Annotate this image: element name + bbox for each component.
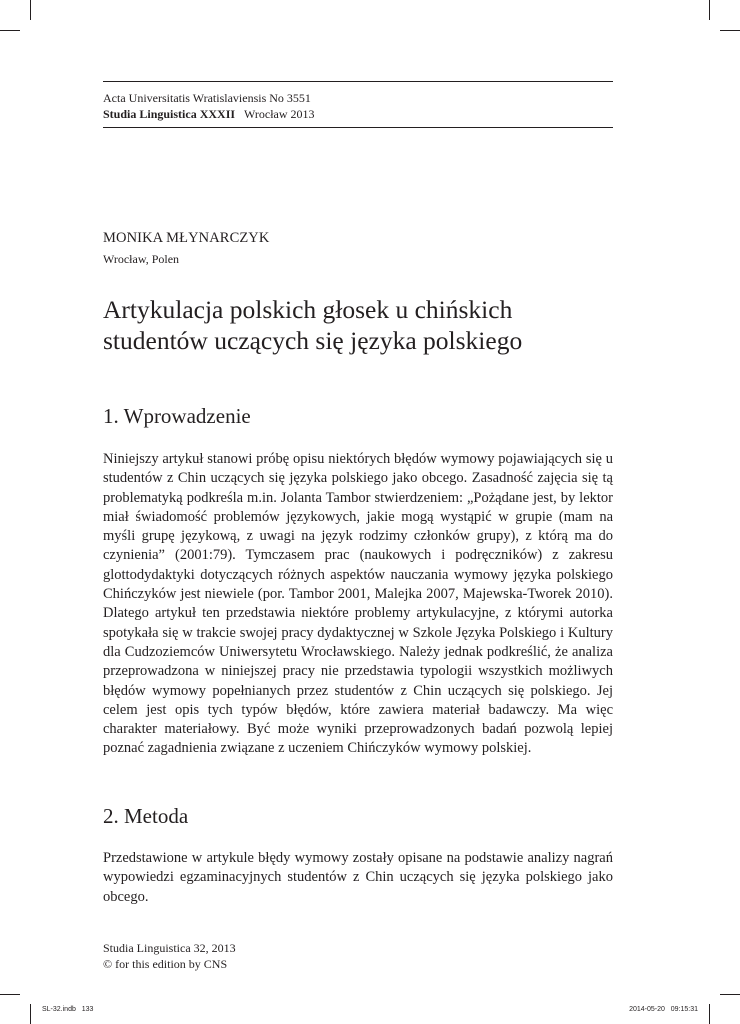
crop-mark-bottom-right-vertical [709,1004,710,1024]
footer-line2: © for this edition by CNS [103,957,228,971]
author-block [103,228,269,267]
crop-mark-bottom-left-vertical [30,1004,31,1024]
journal-line2 [103,106,315,122]
header-rule-top [103,81,613,82]
footer-copyright [103,940,236,972]
article-title-line1: Artykulacja polskich głosek u chińskich [103,295,513,324]
section-heading: 2. Metoda [103,804,189,828]
crop-mark-top-right-horizontal [720,30,740,31]
article-title-line2: studentów uczących się języka polskiego [103,326,523,355]
journal-place-year: Wrocław 2013 [244,107,315,121]
article-title [103,294,613,356]
crop-mark-top-left-vertical [30,0,31,20]
print-slug-right: 2014-05-20 09:15:31 [629,1006,698,1013]
print-slug-left: SL-32.indb 133 [42,1006,94,1013]
footer-line1: Studia Linguistica 32, 2013 [103,941,236,955]
section-paragraph: Przedstawione w artykule błędy wymowy zostały opisane na podstawie analizy nagrań wypowiedzi egzaminacyjnych studentów z Chin uczących się języka polskiego jako obcego. [103,850,613,905]
crop-mark-top-left-horizontal [0,30,20,31]
author-affiliation: Wrocław, Polen [103,252,180,266]
crop-mark-bottom-right-horizontal [720,994,740,995]
journal-line1: Acta Universitatis Wratislaviensis No 3551 [103,91,311,105]
journal-info [103,90,315,122]
journal-series: Studia Linguistica XXXII [103,107,236,121]
section-paragraph: Niniejszy artykuł stanowi próbę opisu niektórych błędów wymowy pojawiających się u studentów z Chin uczących się języka polskiego jako obcego. Zasadność zajęcia się tą problematyką podkreśla m.in. Jolanta Tambor stwierdzeniem: „Pożądane jest, by lektor miał świadomość problemów językowych, jakie mogą wystąpić w grupie (mam na myśli grupę językową, z uwagi na język rodzimy członków grupy), z którą ma do czynienia” (2001:79). Tymczasem prac (naukowych i podręczników) z zakresu glottodydaktyki dotyczących różnych aspektów nauczania wymowy języka polskiego Chińczyków jest niewiele (por. Tambor 2001, Malejka 2007, Majewska-Tworek 2010). Dlatego artykuł ten przedstawia niektóre problemy artykulacyjne, z którymi autorka spotykała się w trakcie swojej pracy dydaktycznej w Szkole Języka Polskiego i Kultury dla Cudzoziemców Uniwersytetu Wrocławskiego. Należy jednak podkreślić, że analiza przeprowadzona w niniejszej pracy nie przedstawia typologii wszystkich możliwych błędów wymowy popełnianych przez studentów z Chin uczących się polskiego. Jej celem jest opis tych typów błędów, które zawiera materiał badawczy. Ma więc charakter materiałowy. Być może wyniki przeprowadzonych badań pozwolą lepiej poznać zagadnienia związane z uczeniem Chińczyków wymowy polskiej. [103,451,613,757]
author-name: MONIKA MŁYNARCZYK [103,230,270,246]
crop-mark-bottom-left-horizontal [0,994,20,995]
crop-mark-top-right-vertical [709,0,710,20]
section-heading: 1. Wprowadzenie [103,404,251,428]
header-rule-bottom [103,127,613,128]
